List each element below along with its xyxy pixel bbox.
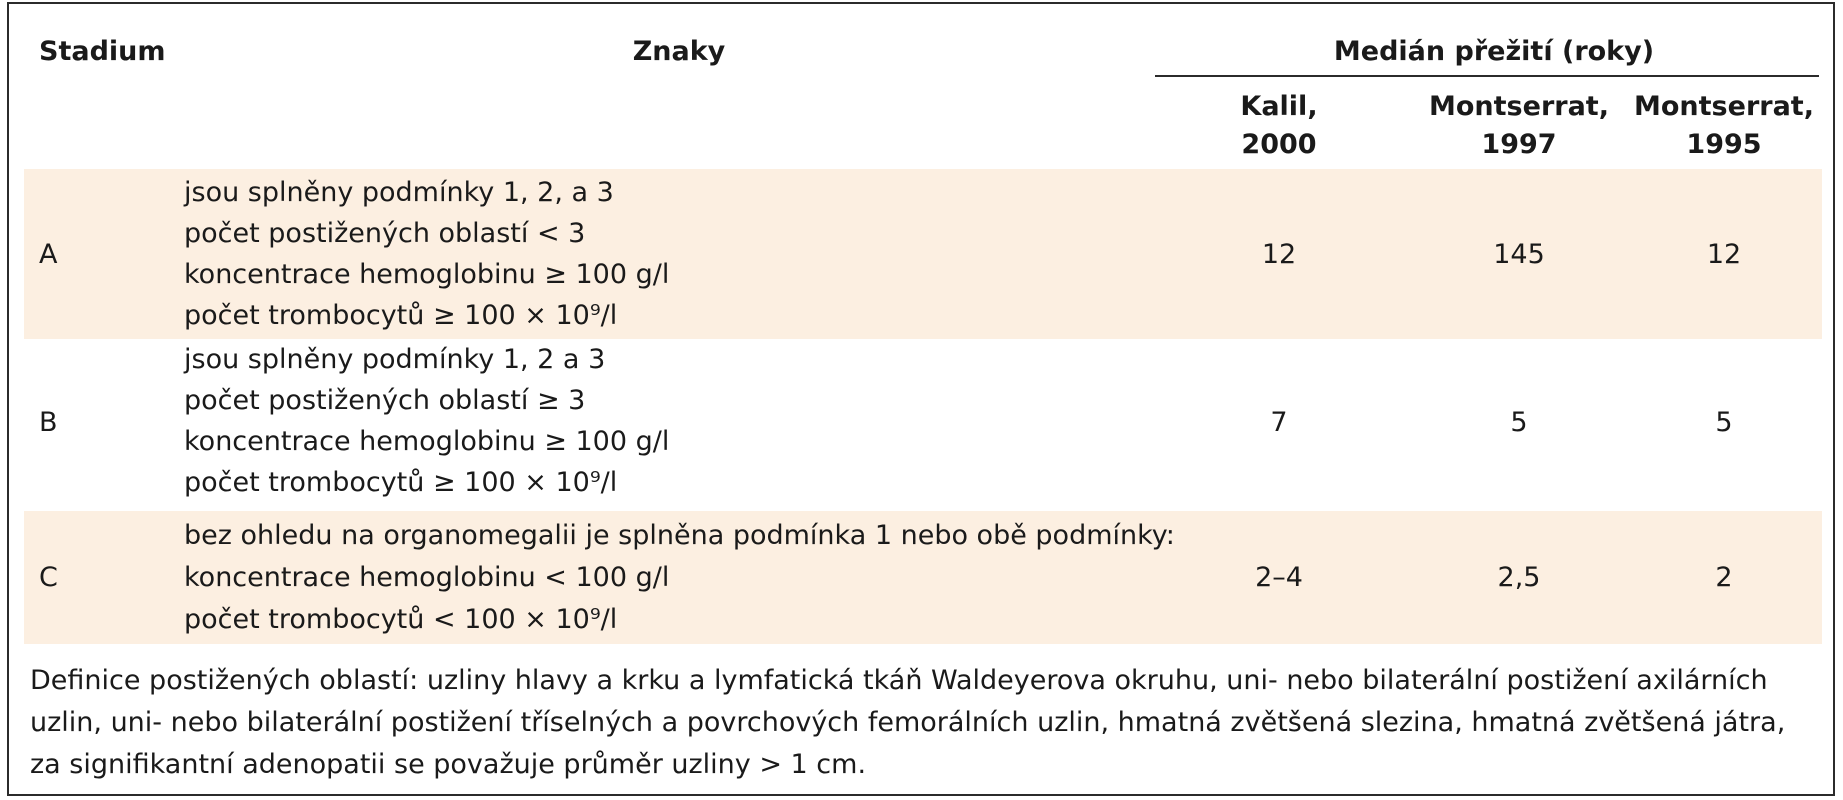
header-col-montserrat1997-2: 1997 [1481,129,1557,160]
sign-b-3: koncentrace hemoglobinu ≥ 100 g/l [184,426,670,457]
stage-b: B [39,407,58,438]
sign-a-2: počet postižených oblastí < 3 [184,218,586,249]
value-c-montserrat1997: 2,5 [1497,562,1541,593]
footnote [30,660,1820,786]
sign-c-3: počet trombocytů < 100 × 10⁹/l [184,604,618,635]
value-b-montserrat1997: 5 [1510,407,1528,438]
sign-a-3: koncentrace hemoglobinu ≥ 100 g/l [184,259,670,290]
value-a-montserrat1995: 12 [1706,239,1742,270]
header-col-montserrat1995-2: 1995 [1686,129,1762,160]
stage-a: A [39,239,58,270]
value-c-montserrat1995: 2 [1715,562,1733,593]
sign-a-1: jsou splněny podmínky 1, 2, a 3 [184,177,614,208]
header-col-montserrat1995-1: Montserrat, [1634,91,1814,122]
value-a-kalil: 12 [1261,239,1297,270]
sign-b-1: jsou splněny podmínky 1, 2 a 3 [184,344,606,375]
header-subrule [1155,75,1819,77]
value-b-montserrat1995: 5 [1715,407,1733,438]
footnote-line-1: Definice postižených oblastí: uzliny hlavy a krku a lymfatická tkáň Waldeyerova okruhu, uni- nebo bilaterální postižení axilárních [30,665,1768,696]
sign-b-4: počet trombocytů ≥ 100 × 10⁹/l [184,467,618,498]
table-frame [7,2,1835,796]
header-stadium: Stadium [39,36,166,67]
header-col-kalil-2: 2000 [1241,129,1317,160]
sign-b-2: počet postižených oblastí ≥ 3 [184,385,586,416]
sign-a-4: počet trombocytů ≥ 100 × 10⁹/l [184,300,618,331]
stage-c: C [39,562,58,593]
footnote-line-3: za signifikantní adenopatii se považuje průměr uzliny > 1 cm. [30,749,867,780]
header-col-kalil-1: Kalil, [1240,91,1318,122]
footnote-line-2: uzlin, uni- nebo bilaterální postižení tříselných a povrchových femorálních uzlin, hmatná zvětšená slezina, hmatná zvětšená játra, [30,707,1786,738]
header-col-montserrat1997-1: Montserrat, [1429,91,1609,122]
value-b-kalil: 7 [1270,407,1288,438]
sign-c-2: koncentrace hemoglobinu < 100 g/l [184,562,670,593]
header-znaky: Znaky [632,36,726,67]
value-c-kalil: 2–4 [1255,562,1303,593]
header-median: Medián přežití (roky) [1333,36,1655,67]
sign-c-1: bez ohledu na organomegalii je splněna podmínka 1 nebo obě podmínky: [184,520,1175,551]
value-a-montserrat1997: 145 [1493,239,1545,270]
